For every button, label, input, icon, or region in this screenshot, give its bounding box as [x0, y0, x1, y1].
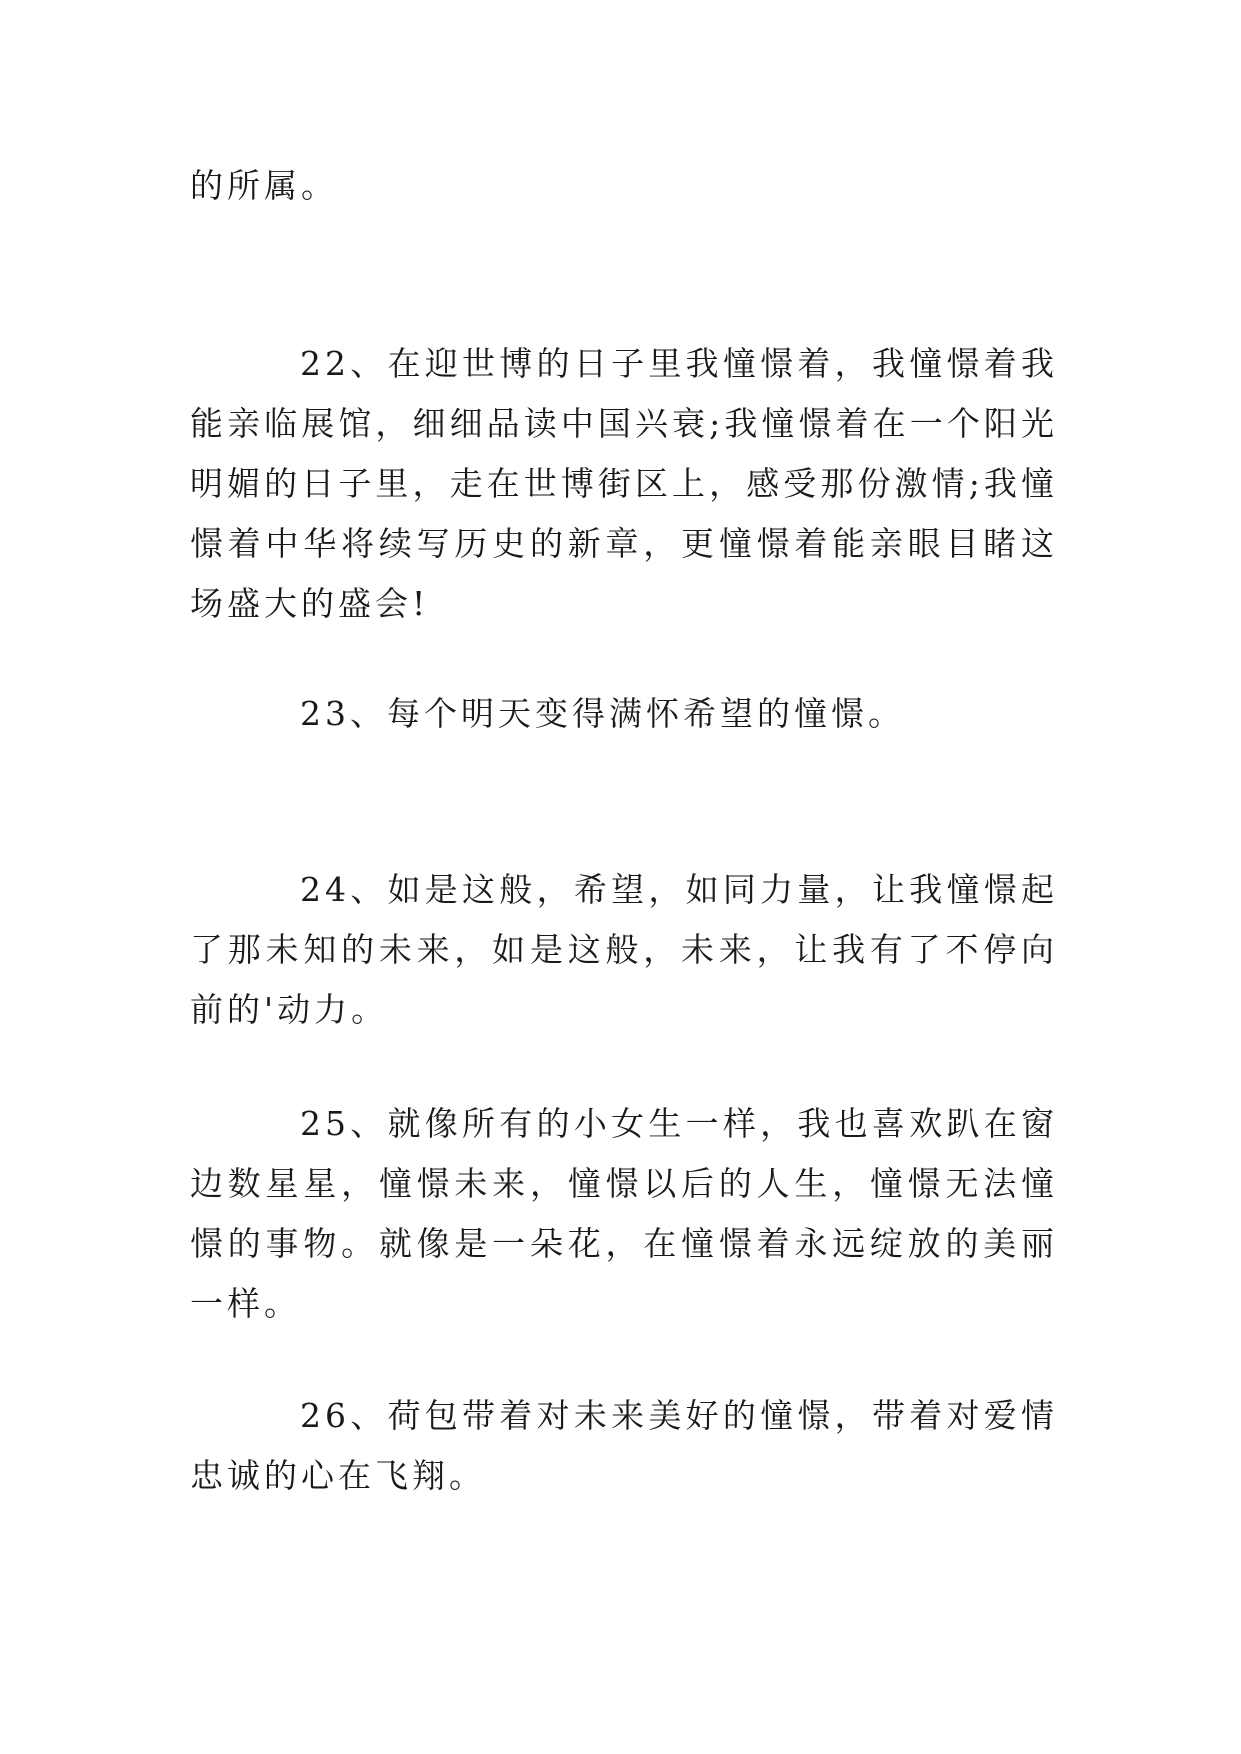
paragraph-continuation: 的所属。 — [190, 166, 338, 205]
paragraph-item-25: 25、就像所有的小女生一样，我也喜欢趴在窗边数星星，憧憬未来，憧憬以后的人生，憧憬无法憧憬的事物。就像是一朵花，在憧憬着永远绽放的美丽一样。 — [190, 1104, 1058, 1323]
paragraph-item-23: 23、每个明天变得满怀希望的憧憬。 — [300, 694, 905, 733]
paragraph-item-24: 24、如是这般，希望，如同力量，让我憧憬起了那未知的未来，如是这般，未来，让我有了不停向前的'动力。 — [190, 870, 1058, 1029]
paragraph-item-26: 26、荷包带着对未来美好的憧憬，带着对爱情忠诚的心在飞翔。 — [190, 1396, 1058, 1495]
paragraph-item-22: 22、在迎世博的日子里我憧憬着，我憧憬着我能亲临展馆，细细品读中国兴衰;我憧憬着在一个阳光明媚的日子里，走在世博街区上，感受那份激情;我憧憬着中华将续写历史的新章，更憧憬着能亲眼目睹这场盛大的盛会! — [190, 344, 1058, 623]
